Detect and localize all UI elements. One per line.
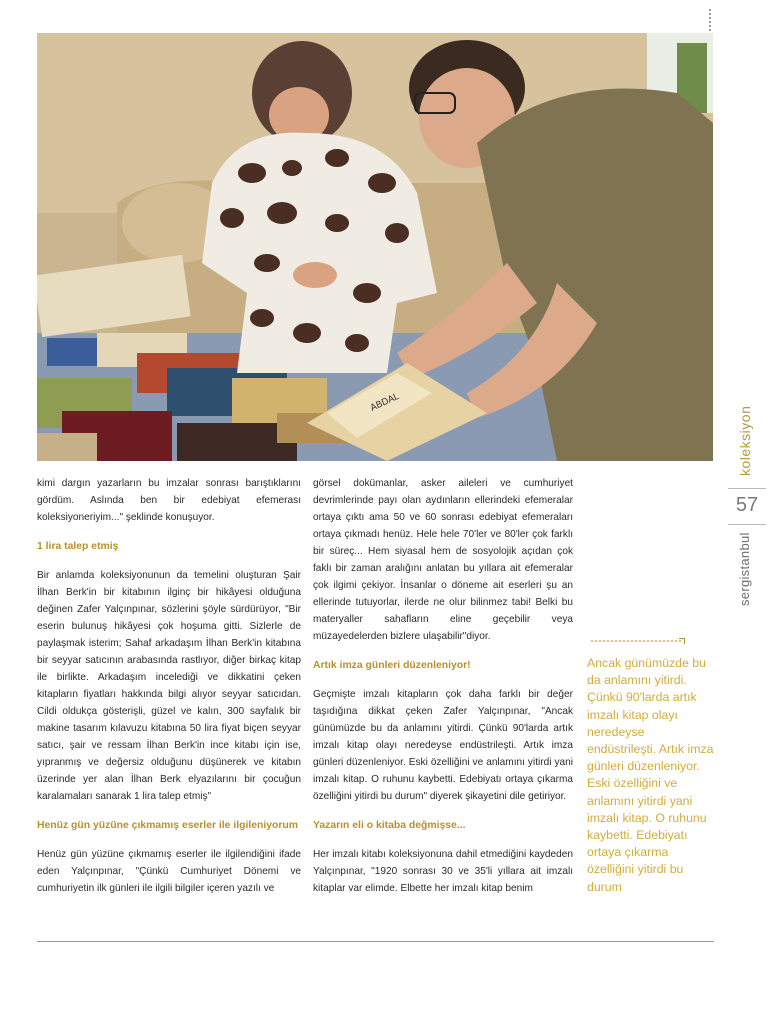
pull-quote-corner <box>679 638 685 644</box>
photo-illustration <box>37 33 713 461</box>
article-photo <box>37 33 713 461</box>
bottom-rule <box>37 941 714 942</box>
magazine-name: sergistanbul <box>737 532 752 606</box>
paragraph: Henüz gün yüzüne çıkmamış eserler ile ilgilendiğini ifade eden Yalçınpınar, "Çünkü Cumhuriyet Dönemi ve cumhuriyetin ilk günleri ile ilgili bilgiler içeren yazılı ve <box>37 849 301 894</box>
subheading: Henüz gün yüzüne çıkmamış eserler ile ilgileniyorum <box>37 820 298 831</box>
pull-quote-dotted-rule <box>590 640 682 642</box>
paragraph: Her imzalı kitabı koleksiyonuna dahil etmediğini kaydeden Yalçınpınar, "1920 sonrası 30 ve 35'li yıllara ait imzalı kitaplar var elimde. Elbette her imzalı kitap benim <box>313 849 573 894</box>
section-label: koleksiyon <box>737 405 753 476</box>
paragraph: Geçmişte imzalı kitapların çok daha farklı bir değer taşıdığına dikkat çeken Zafer Yalçınpınar, "Ancak günümüzde bu da anlamını yitirdi. Çünkü 90'larda artık imzalı kitap olayı neredeyse endüstrileşti. Artık imza günleri düzenleniyor. Eski özelliğini ve anlamını yitirdi yani imzalı kitap. O ruhunu kaybetti. Edebiyatı ortaya çıkarma özelliğini yitirdi bu durum" diyerek şikayetini dile getiriyor. <box>313 689 573 802</box>
article-column-1 <box>37 475 301 909</box>
paragraph: kimi dargın yazarların bu imzalar sonrası barıştıklarını gördüm. Aslında ben bir edebiyat efemerası koleksiyoneriyim..." şeklinde konuşuyor. <box>37 478 301 523</box>
page-number: 57 <box>735 494 759 516</box>
side-rule-top <box>728 488 766 489</box>
subheading: 1 lira talep etmiş <box>37 541 119 552</box>
subheading: Artık imza günleri düzenleniyor! <box>313 660 471 671</box>
paragraph: Bir anlamda koleksiyonunun da temelini oluşturan Şair İlhan Berk'in bir kitabının ilginç bir hikâyesi olduğuna değinen Zafer Yalçınpınar, sözlerini şöyle sürdürüyor, "Bir eserin bulunuş hikâyesi çok hoşuma gitti. Sizlerle de paylaşmak isterim; Sahaf arkadaşım İlhan Berk'in kitabına bir seyyar satıcının arabasında rastlıyor, diğer birkaç kitap ile birlikte. Arkadaşım incelediği ve dikkatini çeken kitapların fiyatları hakkında bilgi alıyor seyyar satıcıdan. Cildi oldukça gösterişli, güzel ve kalın, 300 sayfalık bir makine tasarım kılavuzu kitabına 50 lira fiyat biçen seyyar satıcı, şair ve ressam İlhan Berk'in ince kitabı için ise, yıpranmış ve değersiz olduğunu düşünerek ve kitabın üzerinde yer alan İlhan Berk elyazılarını bir çocuğun karalamaları sanarak 1 lira talep etmiş" <box>37 570 301 802</box>
book-cover-text: ABDAL <box>369 391 401 414</box>
pull-quote: Ancak günümüzde bu da anlamını yitirdi. Çünkü 90'larda artık imzalı kitap olayı neredeyse endüstrileşti. Artık imza günleri düzenleniyor. Eski özelliğini ve anlamını yitirdi yani imzalı kitap. O ruhunu kaybetti. Edebiyatı ortaya çıkarma özelliğini yitirdi bu durum <box>587 656 714 894</box>
article-column-2 <box>313 475 573 909</box>
subheading: Yazarın eli o kitaba değmişse... <box>313 820 466 831</box>
paragraph: görsel dokümanlar, asker aileleri ve cumhuriyet devrimlerinde payı olan aydınların ellerindeki efemeralar ortaya çıktı ama 50 ve 60 sonrası edebiyat efemeraları ortaya çıkmadı henüz. Hele hele 70'ler ve 80'ler çok farklı bir süreç... Hem siyasal hem de sosyolojik açıdan çok faklı bir zaman aralığını anlatan bu yıllara ait efemeralar çok ilgimi çekiyor. İnsanlar o döneme ait eserleri şu an ellerinde tutuyorlar, ilerde ne olur bilinmez tabi! Belki bu materyaller sahafların eline geçebilir veya müzayedelerden bizlere ulaşabilir"diyor. <box>313 478 573 642</box>
top-dot-ornament <box>709 8 711 34</box>
side-rule-bottom <box>728 524 766 525</box>
